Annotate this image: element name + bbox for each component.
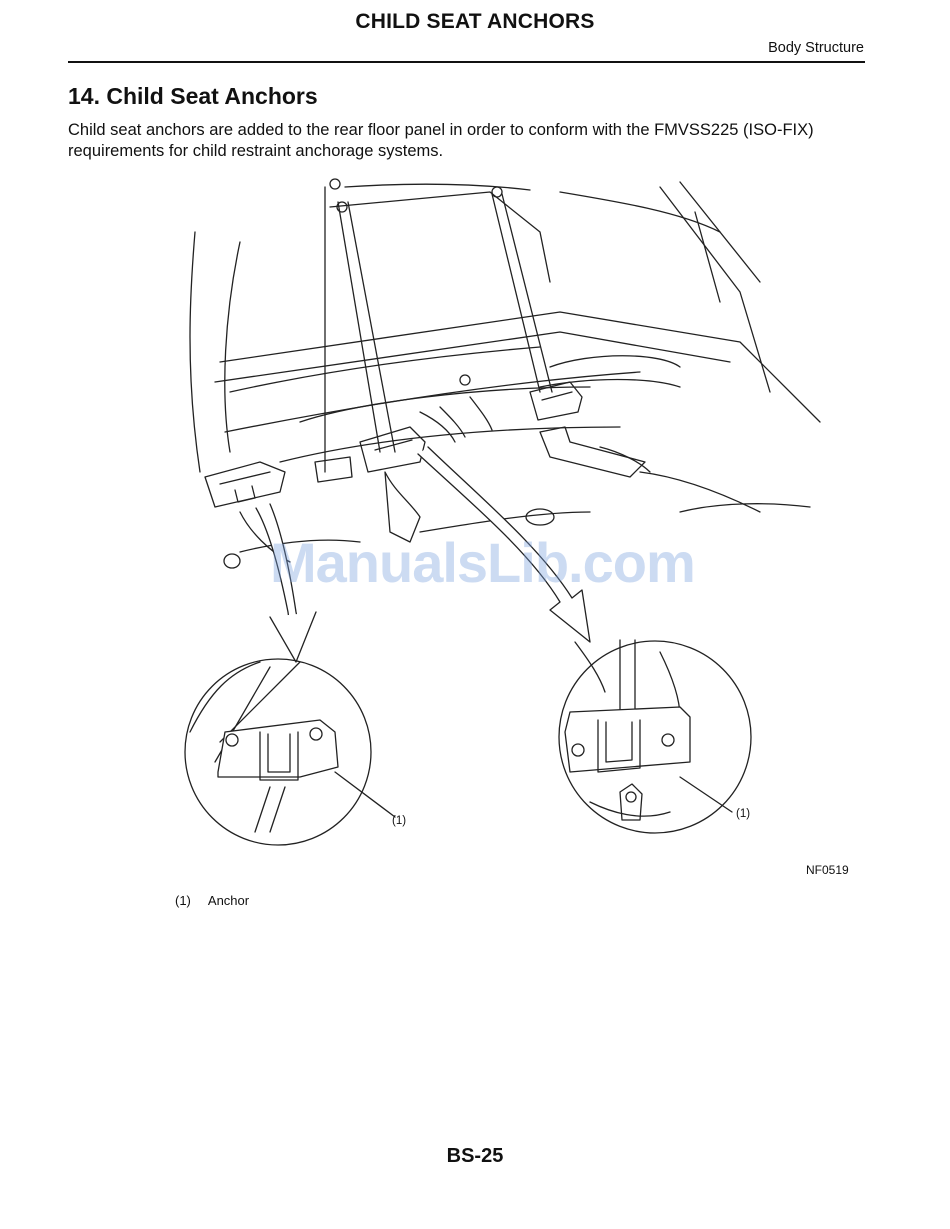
illustration-drawing bbox=[120, 172, 880, 892]
legend-number: (1) bbox=[175, 893, 191, 908]
figure-id: NF0519 bbox=[806, 863, 849, 877]
legend-text: Anchor bbox=[207, 893, 250, 908]
page-header-title: CHILD SEAT ANCHORS bbox=[355, 10, 595, 33]
callout-right-anchor: (1) bbox=[736, 808, 751, 820]
manualslib-watermark: ManualsLib.com bbox=[270, 531, 695, 594]
section-heading: 14. Child Seat Anchors bbox=[68, 83, 318, 109]
section-label: Body Structure bbox=[768, 40, 864, 56]
figure-legend bbox=[175, 893, 249, 908]
callout-left-anchor: (1) bbox=[392, 815, 407, 827]
intro-paragraph: Child seat anchors are added to the rear floor panel in order to conform with the FMVSS225 (ISO-FIX) requirements for child restraint anchorage systems. bbox=[68, 121, 814, 160]
page-number: BS-25 bbox=[446, 1145, 504, 1167]
child-seat-anchor-illustration bbox=[120, 172, 880, 892]
header-divider bbox=[68, 61, 865, 63]
